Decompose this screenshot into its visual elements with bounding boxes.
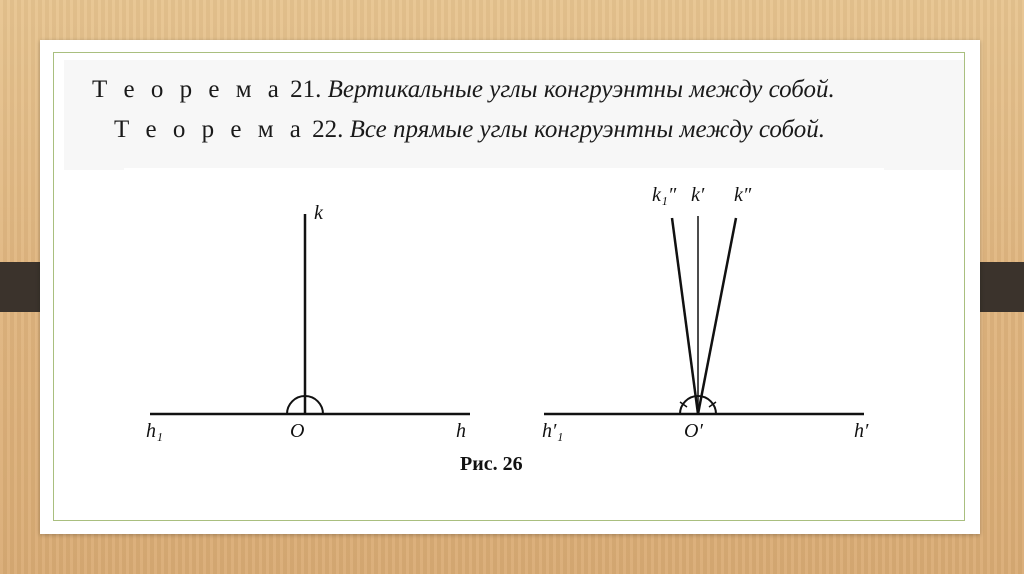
ray-k1pp [672,218,698,414]
figure-caption: Рис. 26 [460,453,523,475]
theorem-21-heading: Т е о р е м а [92,76,284,103]
figure-drawing [124,168,884,494]
theorem-21-number: 21. [290,76,322,103]
slide [40,40,980,534]
label-hp: h′ [854,420,869,442]
label-h: h [456,420,466,442]
label-k: k [314,202,323,224]
label-h1p: h′₁ [542,420,564,442]
label-op: O′ [684,420,703,442]
theorem-22-statement: Все прямые углы конгруэнтны между собой. [349,116,826,143]
theorem-22-number: 22. [312,116,344,143]
label-k1pp: k₁″ [652,184,677,206]
ray-kpp [698,218,736,414]
figure-26 [124,168,884,494]
label-o: O [290,420,305,442]
theorem-21 [92,76,835,104]
label-h1: h₁ [146,420,163,442]
label-kp: k′ [691,184,705,206]
theorem-block [64,60,964,170]
theorem-22-heading: Т е о р е м а [114,116,306,143]
theorem-21-statement: Вертикальные углы конгруэнтны между собой. [327,76,835,103]
theorem-22 [114,116,825,144]
label-kpp: k″ [734,184,752,206]
